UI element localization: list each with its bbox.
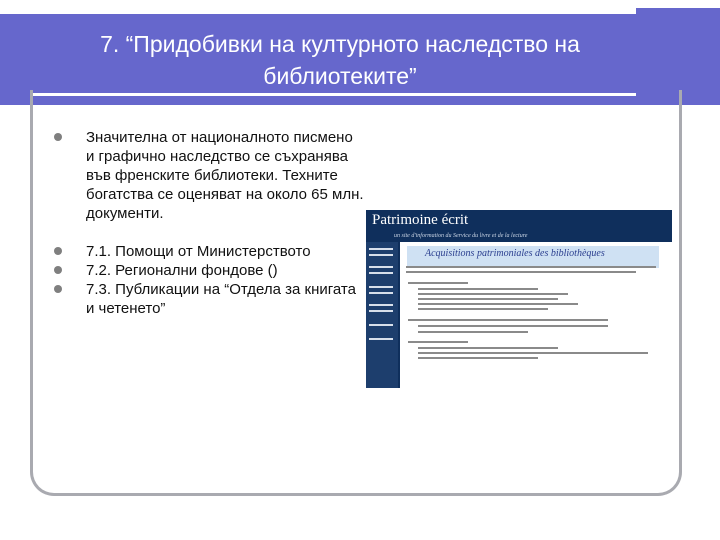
bullet-item bbox=[44, 261, 364, 280]
bullet-item bbox=[44, 242, 364, 261]
bullet-text: 7.2. Регионални фондове () bbox=[86, 262, 278, 279]
bullet-item bbox=[44, 280, 364, 318]
bullet-text: Значителна от националното писмено и графично наследство се съхранява във френските библиотеки. Техните богатства се оценяват на около 65 млн. документи. bbox=[86, 129, 364, 222]
bullet-dot-icon bbox=[54, 247, 62, 255]
bullet-dot-icon bbox=[54, 133, 62, 141]
bullet-dot-icon bbox=[54, 266, 62, 274]
bullet-text: 7.3. Публикации на “Отдела за книгата и четенето” bbox=[86, 281, 356, 317]
slide-title: 7. “Придобивки на културното наследство на библиотеките” bbox=[100, 31, 580, 89]
site-heading: Acquisitions patrimoniales des bibliothèques bbox=[425, 248, 605, 259]
bullet-dot-icon bbox=[54, 285, 62, 293]
website-screenshot bbox=[366, 210, 672, 388]
site-title: Patrimoine écrit bbox=[372, 212, 469, 228]
site-nav bbox=[366, 242, 398, 388]
site-subtitle: un site d'information du Service du livre et de la lecture bbox=[394, 233, 528, 239]
bullet-text: 7.1. Помощи от Министерството bbox=[86, 243, 311, 260]
bullet-list bbox=[44, 128, 364, 318]
bullet-item bbox=[44, 128, 364, 242]
